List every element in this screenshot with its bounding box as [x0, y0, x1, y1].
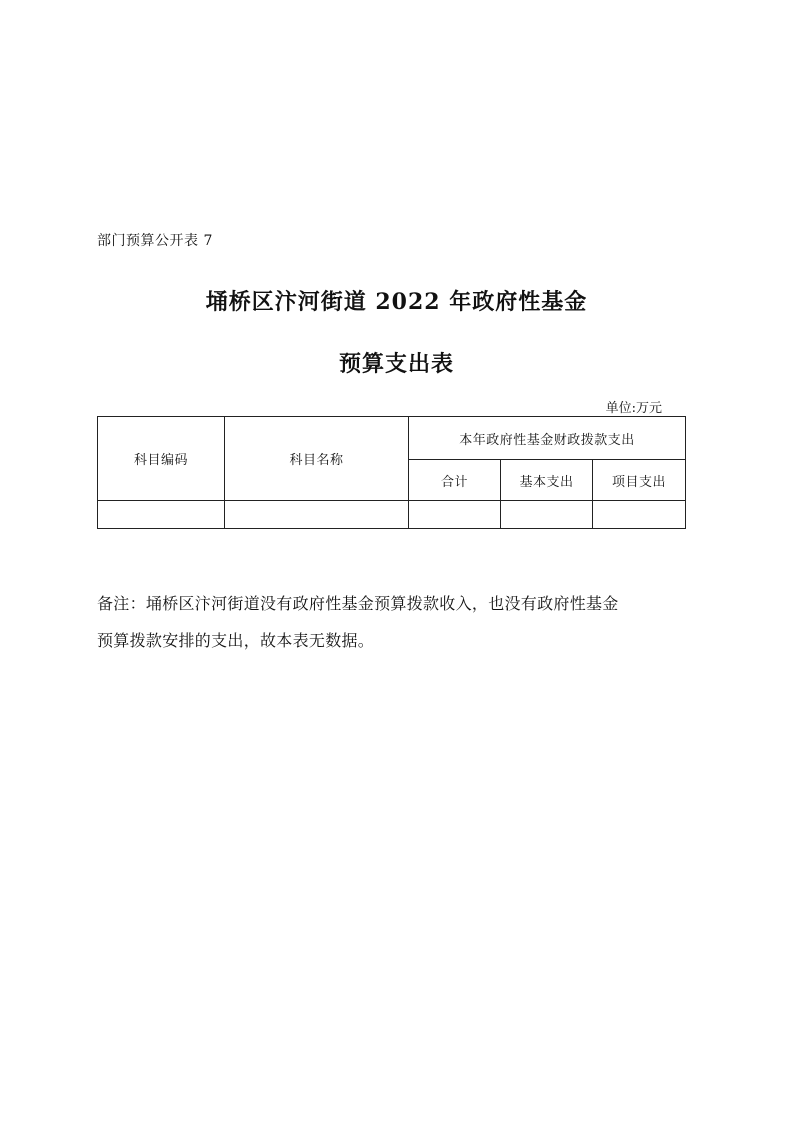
header-total: 合计	[409, 460, 501, 501]
page-title-line1: 埇桥区汴河街道 2022 年政府性基金	[205, 289, 588, 315]
unit-label: 单位:万元	[605, 401, 662, 416]
table-header-row	[98, 417, 686, 460]
table-cell	[225, 501, 409, 529]
header-subject-name: 科目名称	[225, 417, 409, 501]
page-title-line2: 预算支出表	[338, 351, 454, 377]
document-label: 部门预算公开表 7	[97, 233, 213, 249]
budget-table	[97, 416, 686, 529]
remarks-note	[97, 585, 697, 659]
header-project-expenditure: 项目支出	[593, 460, 686, 501]
table-cell	[98, 501, 225, 529]
table-cell	[409, 501, 501, 529]
header-subject-code: 科目编码	[98, 417, 225, 501]
header-basic-expenditure: 基本支出	[501, 460, 593, 501]
remarks-line2: 预算拨款安排的支出，故本表无数据。	[97, 631, 375, 650]
header-fund-expenditure-group: 本年政府性基金财政拨款支出	[409, 417, 686, 460]
table-cell	[593, 501, 686, 529]
table-cell	[501, 501, 593, 529]
remarks-line1: 备注：埇桥区汴河街道没有政府性基金预算拨款收入，也没有政府性基金	[97, 594, 619, 613]
table-row	[98, 501, 686, 529]
